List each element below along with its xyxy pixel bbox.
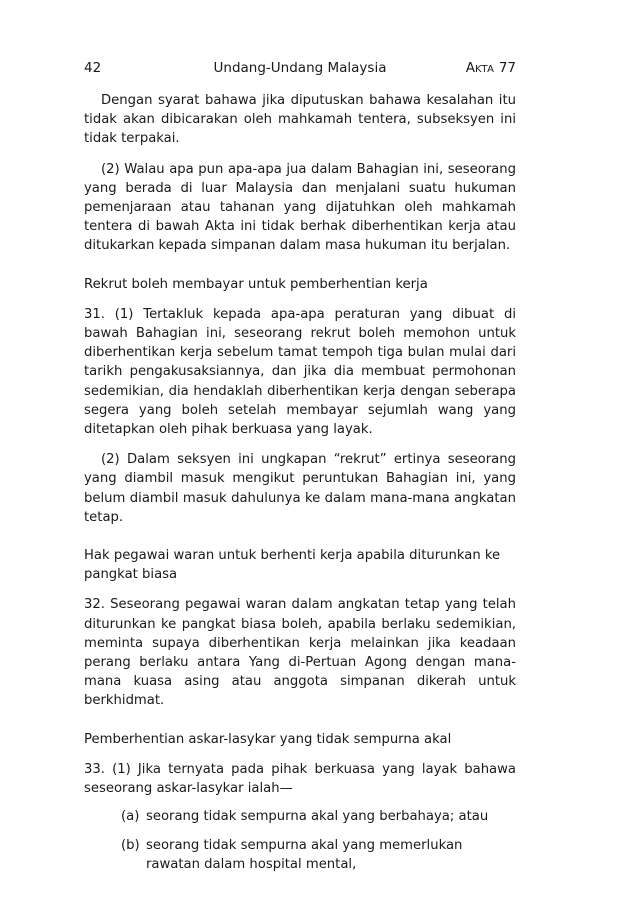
list-item — [84, 836, 516, 874]
act-prefix: A — [465, 60, 476, 76]
list-item-text: seorang tidak sempurna akal yang memerlukan rawatan dalam hospital mental, — [146, 837, 463, 872]
subsection-2-paragraph: (2) Walau apa pun apa-apa jua dalam Bahagian ini, seseorang yang berada di luar Malaysia dan menjalani suatu hukuman pemenjaraan atau tahanan yang dijatuhkan oleh mahkamah tentera di bawah Akta ini tidak berhak diberhentikan kerja atau ditukarkan kepada simpanan dalam masa hukuman itu berjalan. — [84, 161, 516, 254]
running-title: Undang-Undang Malaysia — [213, 60, 387, 76]
act-reference — [466, 60, 516, 76]
section-31-subsection-2: (2) Dalam seksyen ini ungkapan “rekrut” ertinya seseorang yang diambil masuk mengikut peruntukan Bahagian ini, yang belum diambil masuk dahulunya ke dalam mana-mana angkatan tetap. — [84, 452, 516, 525]
document-page — [84, 60, 516, 874]
section-33-subsection-1: 33. (1) Jika ternyata pada pihak berkuasa yang layak bahawa seseorang askar-lasykar ialah— — [84, 761, 516, 797]
list-item-label: (a) — [121, 809, 140, 825]
section-31-subsection-1: 31. (1) Tertakluk kepada apa-apa peraturan yang dibuat di bawah Bahagian ini, seseorang rekrut boleh memohon untuk diberhentikan kerja sebelum tamat tempoh tiga bulan mulai dari tarikh pengakusaksiannya, dan jika dia membuat permohonan sedemikian, dia hendaklah diberhentikan kerja dengan seberapa segera yang boleh setelah membayar sejumlah wang yang ditetapkan oleh pihak berkuasa yang layak. — [84, 306, 516, 438]
proviso-paragraph: Dengan syarat bahawa jika diputuskan bahawa kesalahan itu tidak akan dibicarakan oleh mahkamah tentera, subseksyen ini tidak terpakai. — [84, 93, 516, 147]
act-number: 77 — [498, 60, 516, 76]
list-item-label: (b) — [121, 837, 140, 853]
act-smallcaps: KTA — [475, 64, 495, 75]
section-31-heading: Rekrut boleh membayar untuk pemberhentian kerja — [84, 276, 428, 292]
page-header — [84, 60, 516, 82]
section-32-heading: Hak pegawai waran untuk berhenti kerja apabila diturunkan ke pangkat biasa — [84, 548, 501, 583]
section-33-heading: Pemberhentian askar-lasykar yang tidak sempurna akal — [84, 731, 452, 747]
list-item-text: seorang tidak sempurna akal yang berbahaya; atau — [146, 809, 489, 825]
section-32-text: 32. Seseorang pegawai waran dalam angkatan tetap yang telah diturunkan ke pangkat biasa boleh, apabila berlaku sedemikian, meminta supaya diberhentikan kerja melainkan jika keadaan perang berlaku antara Yang di-Pertuan Agong dengan mana-mana kuasa asing atau anggota simpanan dikerah untuk berkhidmat. — [84, 597, 516, 709]
page-number: 42 — [84, 60, 102, 76]
list-item — [84, 807, 516, 826]
